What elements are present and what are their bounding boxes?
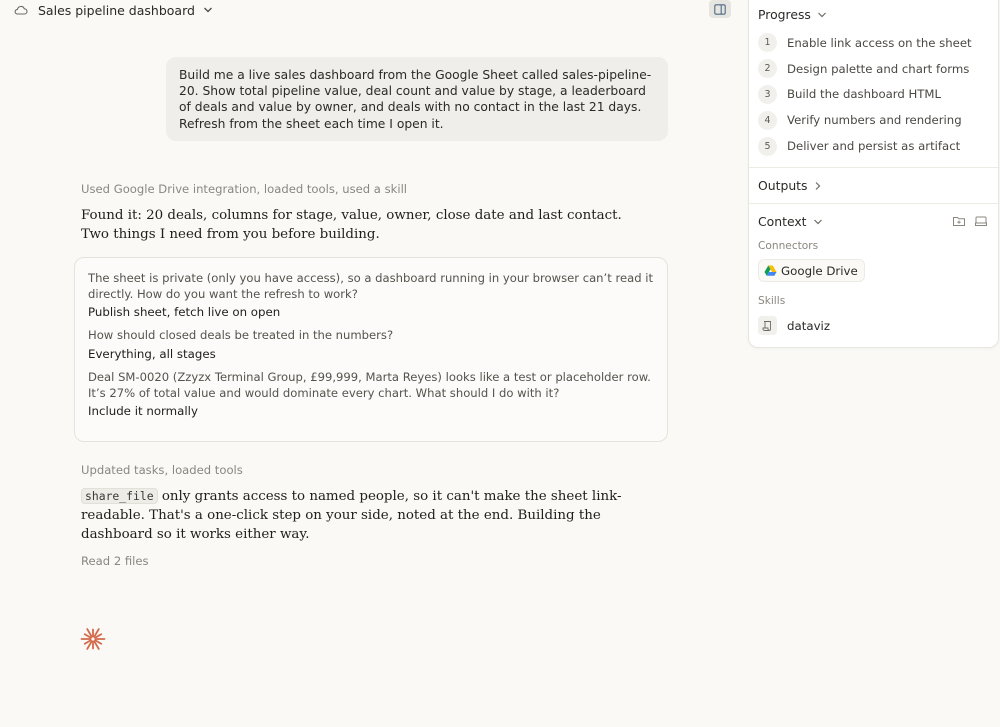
context-section-header[interactable]	[758, 214, 823, 229]
step-label: Verify numbers and rendering	[787, 113, 962, 128]
progress-steps	[758, 30, 993, 159]
progress-title: Progress	[758, 7, 811, 22]
context-actions	[952, 214, 988, 228]
tool-usage-summary[interactable]: Updated tasks, loaded tools	[81, 463, 243, 477]
step-number: 4	[758, 111, 777, 130]
context-title: Context	[758, 214, 807, 229]
connector-google-drive[interactable]	[758, 259, 865, 282]
progress-step	[758, 30, 993, 56]
qa-item	[88, 327, 654, 361]
divider	[749, 203, 1000, 204]
step-label: Deliver and persist as artifact	[787, 139, 961, 154]
step-label: Enable link access on the sheet	[787, 35, 972, 50]
progress-step	[758, 82, 993, 108]
assistant-message-text: only grants access to named people, so it can't make the sheet link-readable. That's a one-click step on your side, noted at the end. Building the dashboard so it works either way.	[81, 489, 622, 543]
qa-item	[88, 369, 654, 419]
progress-step	[758, 56, 993, 82]
step-number: 3	[758, 85, 777, 104]
step-label: Build the dashboard HTML	[787, 87, 942, 102]
qa-answer: Publish sheet, fetch live on open	[88, 305, 281, 320]
step-number: 5	[758, 137, 777, 156]
qa-answer: Include it normally	[88, 404, 198, 419]
sidebar-panel-icon	[714, 0, 726, 19]
chevron-down-icon[interactable]	[203, 6, 213, 14]
outputs-title: Outputs	[758, 178, 808, 193]
skill-label: dataviz	[787, 318, 831, 333]
folder-add-icon[interactable]	[952, 214, 966, 228]
chevron-down-icon	[813, 218, 823, 226]
divider	[749, 167, 1000, 168]
step-number: 1	[758, 33, 777, 52]
step-label: Design palette and chart forms	[787, 61, 970, 76]
read-files-summary[interactable]: Read 2 files	[81, 554, 149, 568]
skill-dataviz[interactable]	[758, 316, 830, 335]
user-message: Build me a live sales dashboard from the Google Sheet called sales-pipeline-20. Show total pipeline value, deal count and value by stage, a leaderboard of deals and value by owner, and deals with no contact in the last 21 days. Refresh from the sheet each time I open it.	[166, 57, 668, 141]
skills-label: Skills	[758, 295, 786, 307]
progress-step	[758, 107, 993, 133]
connectors-label: Connectors	[758, 240, 819, 252]
chevron-down-icon	[817, 11, 827, 19]
progress-section-header[interactable]	[758, 7, 827, 22]
qa-question: Deal SM-0020 (Zzyzx Terminal Group, £99,999, Marta Reyes) looks like a test or placeholder row. It’s 27% of total value and would dominate every chart. What should I do with it?	[88, 369, 651, 400]
qa-question: The sheet is private (only you have access), so a dashboard running in your browser can’t read it directly. How do you want the refresh to work?	[88, 271, 654, 302]
assistant-message	[81, 487, 641, 545]
qa-question: How should closed deals be treated in the numbers?	[88, 328, 394, 343]
qa-answer: Everything, all stages	[88, 346, 216, 361]
conversation-header	[0, 0, 700, 20]
cloud-icon	[14, 4, 28, 16]
questions-card	[74, 257, 668, 442]
tool-usage-summary[interactable]: Used Google Drive integration, loaded tools, used a skill	[81, 182, 408, 196]
side-panel	[748, 0, 999, 348]
qa-item	[88, 270, 654, 320]
connector-label: Google Drive	[781, 263, 858, 278]
assistant-message: Found it: 20 deals, columns for stage, value, owner, close date and last contact. Two things I need from you before building.	[81, 208, 622, 243]
inline-code: share_file	[81, 488, 158, 504]
skill-scroll-icon	[758, 316, 777, 335]
claude-spark-icon	[80, 626, 106, 652]
chevron-right-icon	[814, 181, 822, 191]
outputs-section-header[interactable]	[758, 178, 822, 193]
step-number: 2	[758, 59, 777, 78]
progress-step	[758, 133, 993, 159]
drive-icon[interactable]	[974, 214, 988, 228]
google-drive-icon	[764, 265, 777, 277]
conversation-title[interactable]: Sales pipeline dashboard	[38, 2, 195, 18]
panel-toggle-button[interactable]	[709, 0, 731, 18]
